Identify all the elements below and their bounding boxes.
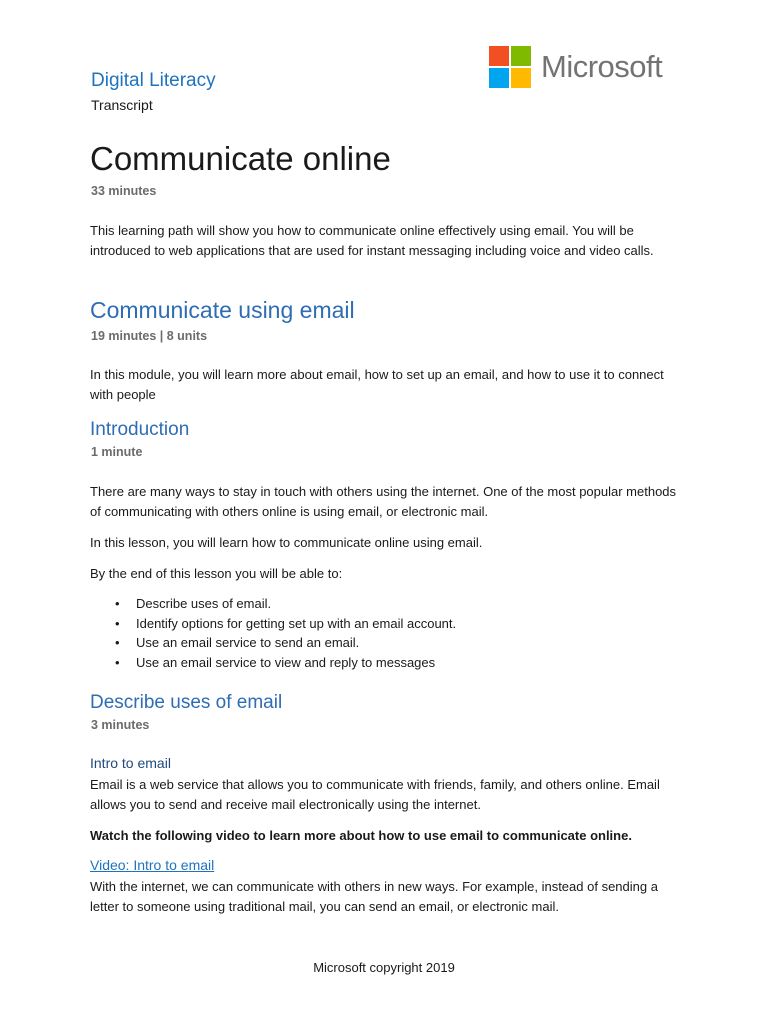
learning-path-description: This learning path will show you how to communicate online effectively using email. You will be introduced to web applications that are used for instant messaging including voice and video calls. [90, 223, 654, 258]
microsoft-logo-icon [489, 46, 531, 88]
course-title: Digital Literacy [91, 70, 216, 91]
logo-square-blue [489, 68, 509, 88]
microsoft-logo [489, 46, 662, 88]
learning-objectives-list [115, 594, 456, 672]
introduction-paragraph-2: In this lesson, you will learn how to communicate online using email. [90, 535, 483, 550]
watch-video-instruction: Watch the following video to learn more about how to use email to communicate online. [90, 828, 632, 843]
logo-wordmark: Microsoft [541, 49, 663, 84]
introduction-duration: 1 minute [91, 445, 143, 459]
introduction-paragraph-1: There are many ways to stay in touch with others using the internet. One of the most popular methods of communicating with others online is using email, or electronic mail. [90, 484, 677, 519]
list-item: • Use an email service to view and reply to messages [115, 653, 456, 673]
logo-square-red [489, 46, 509, 66]
learning-path-duration: 33 minutes [91, 184, 157, 198]
copyright-footer: Microsoft copyright 2019 [313, 960, 455, 975]
module-meta: 19 minutes | 8 units [91, 329, 208, 343]
module-title: Communicate using email [90, 297, 355, 323]
list-item: • Describe uses of email. [115, 594, 456, 614]
intro-to-email-subheading: Intro to email [90, 755, 171, 771]
course-subtitle: Transcript [91, 97, 153, 113]
video-intro-to-email-link[interactable]: Video: Intro to email [90, 857, 215, 873]
describe-uses-duration: 3 minutes [91, 718, 150, 732]
module-description: In this module, you will learn more about email, how to set up an email, and how to use it to connect with people [90, 367, 664, 402]
logo-square-green [511, 46, 531, 66]
introduction-heading: Introduction [90, 419, 190, 440]
list-item: • Use an email service to send an email. [115, 633, 456, 653]
logo-square-yellow [511, 68, 531, 88]
intro-to-email-paragraph: Email is a web service that allows you to communicate with friends, family, and others online. Email allows you to send and receive mail electronically using the internet. [90, 777, 660, 812]
introduction-paragraph-3: By the end of this lesson you will be able to: [90, 566, 343, 581]
list-item: • Identify options for getting set up with an email account. [115, 614, 456, 634]
video-transcript-paragraph: With the internet, we can communicate with others in new ways. For example, instead of sending a letter to someone using traditional mail, you can send an email, or electronic mail. [90, 879, 658, 914]
learning-path-title: Communicate online [90, 140, 391, 177]
describe-uses-heading: Describe uses of email [90, 692, 283, 713]
